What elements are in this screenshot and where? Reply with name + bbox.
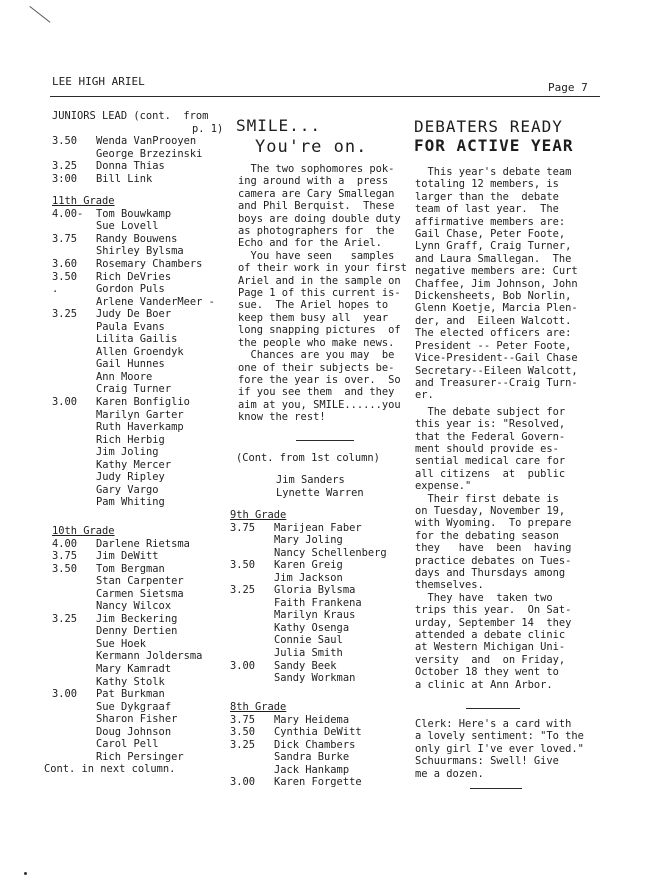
smile-divider [296,440,354,441]
debaters-text-line: themselves. [415,579,484,592]
honor-roll-row [52,296,230,309]
debaters-text-line: for the debating season [415,529,559,542]
student-name: Sue Hoek [96,637,147,650]
student-name: Nancy Wilcox [96,600,172,613]
continued-heading: (Cont. from 1st column) [236,452,380,464]
gpa-value: 3.25 [52,612,78,625]
smile-subheadline [255,137,367,157]
grade10-list [52,538,230,764]
debaters-text-line: on Tuesday, November 19, [415,504,566,517]
debaters-text-line: sential medical care for [415,455,566,468]
stray-dot [24,872,27,875]
joke-text-line: Schuurmans: Swell! Give [415,755,559,768]
student-name: Judy Ripley [96,471,165,484]
debaters-text-line: larger than the debate [415,190,559,203]
debaters-text-line: all citizens at public [415,467,566,480]
debaters-subheadline [414,136,600,155]
gpa-value: 4.00- [52,207,84,220]
student-name: Denny Dertien [96,625,178,638]
student-name: Kathy Stolk [96,675,165,688]
grade8-section [230,701,410,789]
debaters-text-line: Their first debate is [415,492,559,505]
honor-roll-row [230,739,410,752]
gpa-value: 3.50 [52,135,78,148]
debaters-text-line: they have been having [415,542,572,555]
student-name: Lilita Gailis [96,333,178,346]
grade11-heading: 11th Grade [52,195,115,208]
gpa-value: 3.25 [52,308,78,321]
honor-roll-row [52,421,230,434]
debaters-divider [466,708,520,709]
gpa-value: 3.60 [52,258,78,271]
grade11-list [52,208,230,509]
continued-name-2: Lynette Warren [276,487,364,499]
gpa-value: 3.00 [52,688,78,701]
debaters-title: DEBATERS READY [414,117,563,136]
student-name: Rosemary Chambers [96,258,203,271]
debaters-text-line: Vice-President--Gail Chase [415,352,578,365]
masthead-rule [50,96,600,97]
gpa-value: 3.75 [52,232,78,245]
honor-roll-row [230,776,410,789]
smile-text-line: one of their subjects be- [238,361,395,374]
student-name: Ruth Haverkamp [96,421,184,434]
student-name: Sandy Workman [274,672,356,685]
student-name: Jack Hankamp [274,763,350,776]
honor-roll-row [230,672,410,685]
debaters-text-line: urday, September 14 they [415,616,572,629]
honor-roll-row [52,613,230,626]
student-name: Carmen Sietsma [96,587,184,600]
smile-text-line: boys are doing double duty [238,212,401,225]
joke-text-line: a lovely sentiment: "To the [415,730,584,743]
honor-roll-row [52,308,230,321]
honor-roll-row [230,609,410,622]
honor-roll-row [52,220,230,233]
honor-roll-row [52,726,230,739]
honor-roll-row [52,625,230,638]
smile-headline [236,116,321,135]
joke-text-line: only girl I've ever loved." [415,742,584,755]
gpa-value: 4.00 [52,537,78,550]
debaters-text-line: versity and on Friday, [415,653,566,666]
honor-roll-row [230,547,410,560]
gpa-value: 3.75 [52,550,78,563]
student-name: Marilyn Kraus [274,609,356,622]
scan-corner-mark [29,6,50,23]
smile-text-line: Page 1 of this current is- [238,287,401,300]
debaters-text-line: a clinic at Ann Arbor. [415,678,553,691]
honor-roll-row [230,622,410,635]
cont-next-column: Cont. in next column. [44,763,176,776]
student-name: Shirley Bylsma [96,245,184,258]
gpa-value: 3.50 [230,559,256,572]
debaters-text-line: at Western Michigan Uni- [415,641,566,654]
smile-text-line: Echo and for the Ariel. [238,237,382,250]
honor-roll-row [230,660,410,673]
student-name: Dick Chambers [274,738,356,751]
grade9-section [230,509,410,685]
honor-roll-row [52,484,230,497]
student-name: Sharon Fisher [96,713,178,726]
page-number: Page 7 [548,81,588,94]
honor-roll-row [52,738,230,751]
grade8-list [230,714,410,789]
smile-text-line: camera are Cary Smallegan [238,187,395,200]
honor-roll-row [52,160,230,173]
student-name: Marijean Faber [274,521,362,534]
smile-text-line: You have seen samples [238,249,395,262]
student-name: Stan Carpenter [96,575,184,588]
honor-roll-row [52,321,230,334]
honor-roll-row [230,572,410,585]
student-name: Sue Lovell [96,220,159,233]
honor-roll-row [52,245,230,258]
debaters-text-line: trips this year. On Sat- [415,604,572,617]
honor-roll-row [52,371,230,384]
honor-roll-row [52,713,230,726]
grade8-heading: 8th Grade [230,701,287,713]
debaters-text-line: President -- Peter Foote, [415,339,572,352]
smile-text-line: sue. The Ariel hopes to [238,299,389,312]
gpa-value: 3.00 [52,396,78,409]
honor-roll-row [230,764,410,777]
student-name: Kathy Mercer [96,458,172,471]
student-name: Rich DeVries [96,270,172,283]
honor-roll-row [52,751,230,764]
juniors-list [52,135,230,185]
student-name: Allen Groendyk [96,345,184,358]
student-name: Kathy Osenga [274,621,350,634]
student-name: Craig Turner [96,383,172,396]
student-name: Donna Thias [96,160,165,173]
honor-roll-row [230,534,410,547]
grade10-heading: 10th Grade [52,524,115,537]
smile-text-line: the people who make news. [238,336,395,349]
student-name: Randy Bouwens [96,232,178,245]
gpa-value: 3.25 [52,160,78,173]
honor-roll-row [52,333,230,346]
honor-roll-row [52,471,230,484]
gpa-value: . [52,283,59,296]
honor-roll-row [52,271,230,284]
gpa-value: 3.75 [230,521,256,534]
smile-text-line: keep them busy all year [238,311,389,324]
student-name: Paula Evans [96,320,165,333]
student-name: Jim Beckering [96,612,178,625]
student-name: George Brzezinski [96,147,203,160]
honor-roll-row [52,135,230,148]
gpa-value: 3.00 [230,659,256,672]
joke-text-line: Clerk: Here's a card with [415,718,572,730]
smile-text-line: fore the year is over. So [238,373,401,386]
honor-roll-row [52,396,230,409]
gpa-value: 3.00 [230,776,256,789]
gpa-value: 3.75 [230,713,256,726]
debaters-text-line: and Laura Smallegan. The [415,252,572,265]
debaters-text-line: ment should provide es- [415,442,559,455]
honor-roll-row [230,522,410,535]
gpa-value: 3.50 [52,562,78,575]
joke-text-line: me a dozen. [415,767,484,780]
smile-text-line: aim at you, SMILE......you [238,398,401,411]
student-name: Tom Bergman [96,562,165,575]
joke-divider [470,788,522,789]
honor-roll-row [230,714,410,727]
debaters-text-line: der, and Eileen Walcott. [415,314,572,327]
honor-roll-column [44,110,230,776]
student-name: Doug Johnson [96,725,172,738]
debaters-article-body [415,166,578,691]
smile-title: SMILE... [236,116,322,135]
debaters-text-line: this year is: "Resolved, [415,418,566,431]
honor-roll-row [52,638,230,651]
honor-roll-row [52,446,230,459]
debaters-text-line: attended a debate clinic [415,629,566,642]
debaters-text-line: negative members are: Curt [415,265,578,278]
debaters-text-line: Dickensheets, Bob Norlin, [415,290,572,303]
student-name: Pat Burkman [96,688,165,701]
smile-text-line: The two sophomores pok- [238,163,395,175]
student-name: Rich Persinger [96,750,184,763]
student-name: Sandra Burke [274,751,350,764]
honor-roll-row [230,597,410,610]
student-name: Rich Herbig [96,433,165,446]
honor-roll-row [52,409,230,422]
student-name: Carol Pell [96,738,159,751]
juniors-heading-cont: p. 1) [192,122,224,135]
honor-roll-row [52,208,230,221]
continued-name-1: Jim Sanders [276,474,345,486]
debaters-text-line: Gail Chase, Peter Foote, [415,228,566,241]
honor-roll-row [52,283,230,296]
debaters-text-line: with Wyoming. To prepare [415,517,572,530]
gpa-value: 3.25 [230,738,256,751]
student-name: Jim DeWitt [96,550,159,563]
student-name: Gordon Puls [96,283,165,296]
student-name: Bill Link [96,172,153,185]
honor-roll-row [230,647,410,660]
student-name: Mary Heidema [274,713,350,726]
honor-roll-row [52,148,230,161]
honor-roll-row [52,688,230,701]
student-name: Karen Greig [274,559,343,572]
debaters-text-line: Chaffee, Jim Johnson, John [415,277,578,290]
smile-text-line: Ariel and in the sample on [238,274,401,287]
honor-roll-row [230,751,410,764]
debaters-text-line: October 18 they went to [415,666,559,679]
student-name: Arlene VanderMeer - [96,295,215,308]
smile-text-line: if you see them and they [238,386,395,399]
student-name: Pam Whiting [96,496,165,509]
honor-roll-row [52,173,230,186]
honor-roll-row [52,676,230,689]
masthead-title: LEE HIGH ARIEL [52,75,145,88]
honor-roll-row [230,559,410,572]
gpa-value: 3:00 [52,172,78,185]
student-name: Nancy Schellenberg [274,546,387,559]
smile-text-line: ing around with a press [238,175,389,188]
honor-roll-row [52,600,230,613]
student-name: Ann Moore [96,370,153,383]
student-name: Jim Jackson [274,571,343,584]
gpa-value: 3.25 [230,584,256,597]
smile-text-line: as photographers for the [238,225,395,238]
debaters-subtitle: FOR ACTIVE YEAR [414,136,574,155]
student-name: Marilyn Garter [96,408,184,421]
student-name: Judy De Boer [96,308,172,321]
debaters-text-line: team of last year. The [415,203,559,216]
honor-roll-row [230,726,410,739]
smile-text-line: know the rest! [238,411,326,424]
student-name: Jim Joling [96,446,159,459]
honor-roll-row [52,701,230,714]
honor-roll-row [52,496,230,509]
honor-roll-row [52,233,230,246]
student-name: Gary Vargo [96,483,159,496]
student-name: Cynthia DeWitt [274,726,362,739]
student-name: Julia Smith [274,647,343,660]
student-name: Karen Bonfiglio [96,396,190,409]
debaters-text-line: that the Federal Govern- [415,430,566,443]
honor-roll-row [52,358,230,371]
honor-roll-row [52,575,230,588]
joke-body [415,718,584,780]
smile-text-line: long snapping pictures of [238,324,401,337]
smile-subtitle: You're on. [255,137,368,157]
honor-roll-row [52,663,230,676]
debaters-text-line: totaling 12 members, is [415,178,559,191]
honor-roll-row [52,538,230,551]
student-name: Darlene Rietsma [96,537,190,550]
honor-roll-row [52,434,230,447]
debaters-text-line: This year's debate team [415,166,572,178]
honor-roll-row [52,550,230,563]
smile-text-line: of their work in your first [238,262,407,275]
honor-roll-row [52,563,230,576]
honor-roll-row [230,584,410,597]
debaters-text-line: and Treasurer--Craig Turn- [415,376,578,389]
gpa-value: 3.50 [52,270,78,283]
juniors-heading: JUNIORS LEAD (cont. from [52,110,209,122]
honor-roll-row [52,588,230,601]
student-name: Wenda VanProoyen [96,135,197,148]
grade9-heading: 9th Grade [230,509,287,521]
student-name: Karen Forgette [274,776,362,789]
student-name: Mary Joling [274,534,343,547]
debaters-text-line: They have taken two [415,591,553,604]
debaters-text-line: days and Thursdays among [415,567,566,579]
student-name: Sue Dykgraaf [96,700,172,713]
debaters-headline [414,117,600,136]
debaters-text-line: affirmative members are: [415,215,566,228]
honor-roll-row [52,383,230,396]
honor-roll-row [230,634,410,647]
student-name: Sandy Beek [274,659,337,672]
debaters-text-line: The elected officers are: [415,327,572,340]
debaters-text-line: Glenn Koetje, Marcia Plen- [415,302,578,315]
student-name: Gail Hunnes [96,358,165,371]
student-name: Mary Kamradt [96,662,172,675]
grade9-list [230,522,410,685]
student-name: Connie Saul [274,634,343,647]
student-name: Kermann Joldersma [96,650,203,663]
debaters-text-line: The debate subject for [415,405,566,418]
smile-text-line: and Phil Berquist. These [238,200,395,213]
student-name: Faith Frankena [274,596,362,609]
honor-roll-row [52,346,230,359]
honor-roll-row [52,258,230,271]
debaters-text-line: Lynn Graff, Craig Turner, [415,240,572,253]
student-name: Gloria Bylsma [274,584,356,597]
student-name: Tom Bouwkamp [96,207,172,220]
debaters-text-line: Secretary--Eileen Walcott, [415,364,578,377]
gpa-value: 3.50 [230,726,256,739]
debaters-text-line: practice debates on Tues- [415,554,572,567]
honor-roll-row [52,459,230,472]
debaters-text-line: expense." [415,480,472,493]
smile-article-body [238,163,407,424]
smile-text-line: Chances are you may be [238,349,395,362]
debaters-text-line: er. [415,389,434,402]
honor-roll-row [52,650,230,663]
